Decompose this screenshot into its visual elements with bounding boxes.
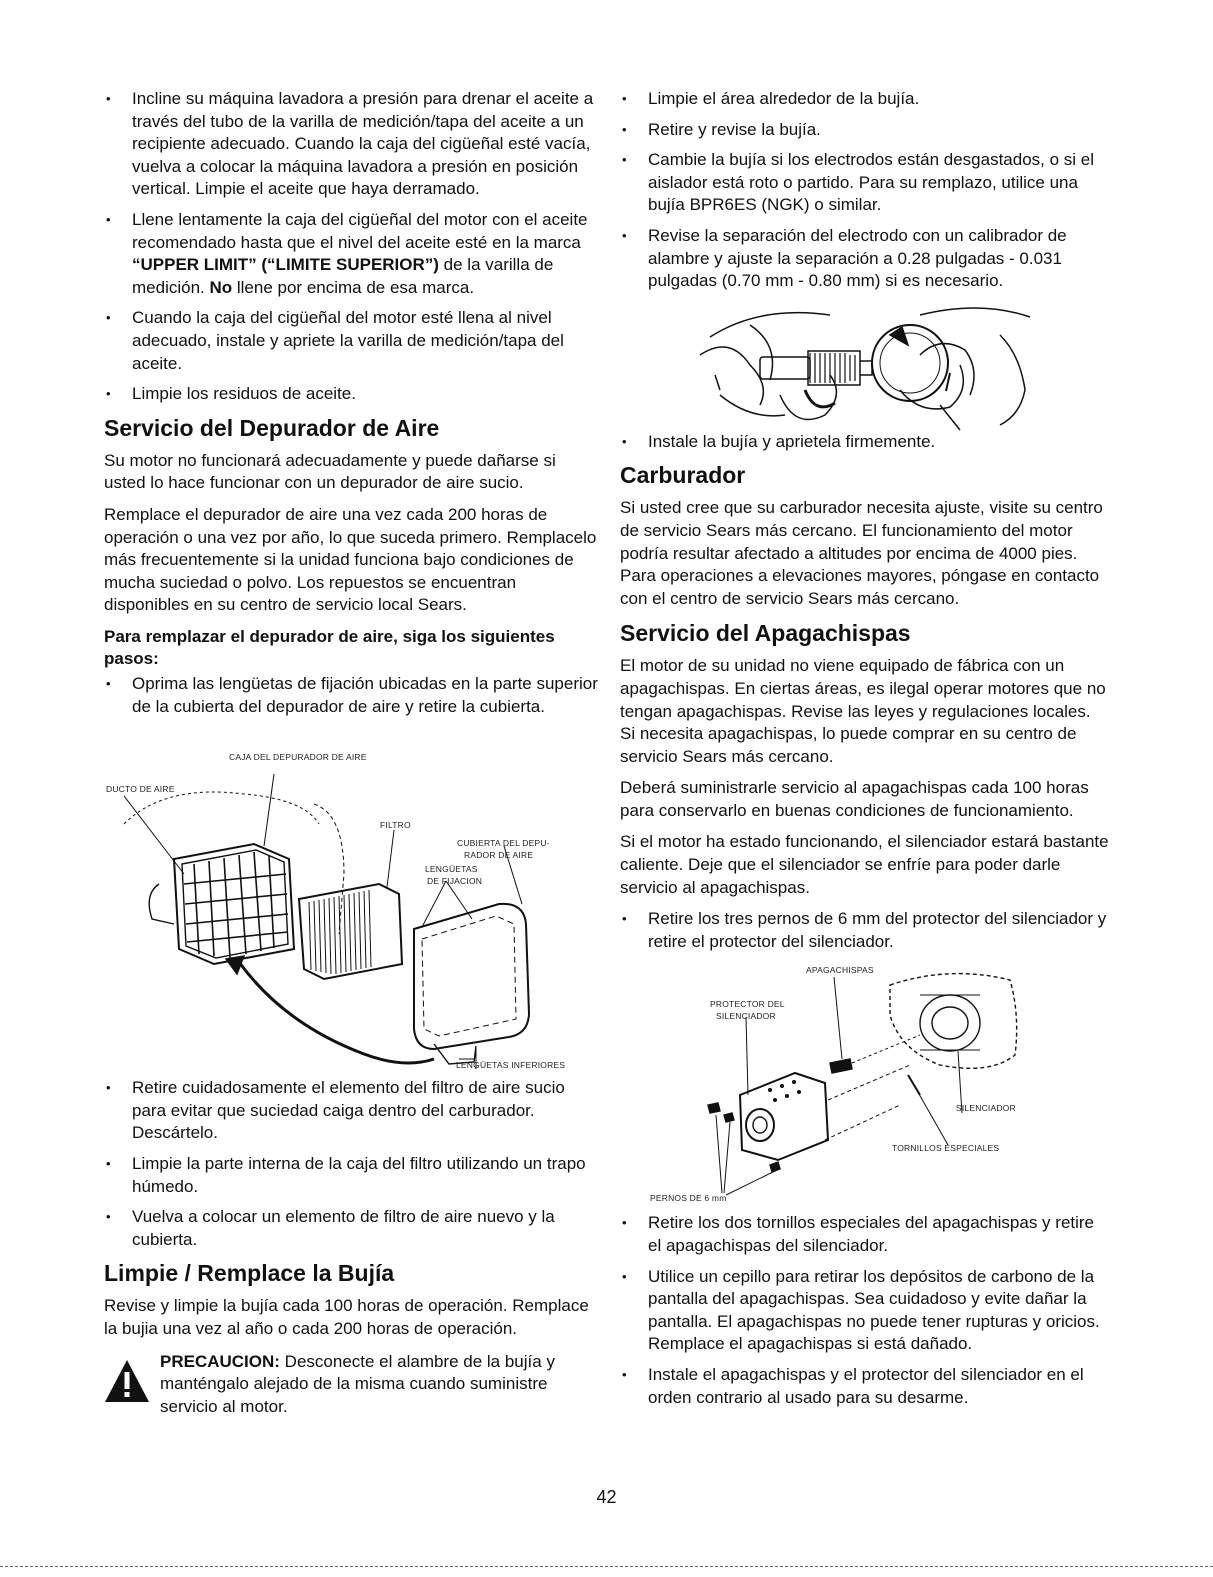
list-item: • Instale la bujía y aprietela firmemente. [620,431,1110,454]
list-item: • Utilice un cepillo para retirar los depósitos de carbono de la pantalla del apagachispas. Sea cuidadoso y evite dañar la pantalla. El apagachispas no puede tener rupturas y oricios. Remplace el apagachispas si está dañado. [620,1266,1110,1356]
warning-triangle-icon [104,1359,150,1410]
list-item: • Retire los dos tornillos especiales del apagachispas y retire el apagachispas del silenciador. [620,1212,1110,1257]
label-pernos-6mm: PERNOS DE 6 mm [650,1193,727,1204]
label-lenguetas-inferiores: LENGÜETAS INFERIORES [456,1060,566,1071]
page-bottom-rule [0,1566,1213,1567]
list-item: • Limpie los residuos de aceite. [104,383,598,406]
air-cleaner-illustration [104,724,598,1069]
oil-steps-list [104,88,598,406]
no-emphasis: No [209,277,233,297]
caution-label: PRECAUCION: [160,1351,280,1371]
list-item: • Vuelva a colocar un elemento de filtro de aire nuevo y la cubierta. [104,1206,598,1251]
list-item: • Limpie el área alrededor de la bujía. [620,88,1110,111]
label-de-fijacion: DE FIJACION [427,876,483,887]
spark-plug-gauge-illustration [620,295,1110,431]
oil-fill-mid: de la varilla de medición. [132,255,554,297]
label-cubierta-1: CUBIERTA DEL DEPU- [457,838,550,849]
caution-text: Desconecte el alambre de la bujía y manténgalo alejado de la misma cuando suministre servicio al motor. [160,1351,555,1416]
label-lenguetas: LENGÜETAS [425,864,478,875]
air-cleaner-steps [104,673,598,718]
list-item: • Oprima las lengüetas de fijación ubicadas en la parte superior de la cubierta del depurador de aire y retire la cubierta. [104,673,598,718]
spark-arrester-intro: El motor de su unidad no viene equipado de fábrica con un apagachispas. En ciertas áreas, es ilegal operar motores que no tengan apagachispas. Revise las leyes y regulaciones locales. Si necesita apagachispas, lo puede comprar en su centro de servicio Sears más cercano. [620,656,1106,766]
carburetor-heading: Carburador [620,462,746,489]
spark-plug-intro: Revise y limpie la bujía cada 100 horas de operación. Remplace la bujia una vez al año o cada 200 horas de operación. [104,1296,589,1338]
carburetor-text: Si usted cree que su carburador necesita ajuste, visite su centro de servicio Sears más cercano. El funcionamiento del motor podría resultar afectado a altitudes por encima de 4000 pies. Para operaciones a elevaciones mayores, póngase en contacto con el centro de servicio Sears más cercano. [620,498,1103,608]
list-item: • Instale el apagachispas y el protector del silenciador en el orden contrario al usado para su desarme. [620,1364,1110,1409]
muffler-illustration [620,955,1110,1200]
spark-arrester-interval: Deberá suministrarle servicio al apagachispas cada 100 horas para conservarlo en buenas condiciones de funcionamiento. [620,778,1089,820]
spark-arrester-steps-more [620,1212,1110,1409]
list-item: • Retire cuidadosamente el elemento del filtro de aire sucio para evitar que suciedad caiga dentro del carburador. Descártelo. [104,1077,598,1145]
upper-limit-mark: “UPPER LIMIT” (“LIMITE SUPERIOR”) [132,255,439,275]
spark-plug-heading: Limpie / Remplace la Bujía [104,1260,395,1287]
air-cleaner-interval: Remplace el depurador de aire una vez cada 200 horas de operación o una vez por año, lo que suceda primero. Remplacelo más frecuentemente si la unidad funciona bajo condiciones de mucha suciedad o polvo. Los repuestos se encuentran disponibles en su centro de servicio local Sears. [104,504,597,615]
label-silenciador: SILENCIADOR [956,1103,1016,1114]
air-cleaner-intro: Su motor no funcionará adecuadamente y puede dañarse si usted lo hace funcionar con un depurador de aire sucio. [104,450,556,493]
list-item: • Retire y revise la bujía. [620,119,1110,142]
list-item: • Incline su máquina lavadora a presión para drenar el aceite a través del tubo de la varilla de medición/tapa del aceite a un recipiente adecuado. Cuando la caja del cigüeñal esté vacía, vuelva a colocar la máquina lavadora a presión en posición vertical. Limpie el aceite que haya derramado. [104,88,598,201]
air-cleaner-steps-more [104,1077,598,1251]
label-protector-del: PROTECTOR DEL [710,999,785,1010]
caution-notice [104,1351,598,1419]
label-cubierta-2: RADOR DE AIRE [464,850,534,861]
air-cleaner-heading: Servicio del Depurador de Aire [104,414,440,441]
air-cleaner-steps-lead: Para remplazar el depurador de aire, siga los siguientes pasos: [104,626,555,669]
left-column [104,88,598,1418]
spark-plug-steps [620,88,1110,293]
list-item: • Cambie la bujía si los electrodos están desgastados, o si el aislador está roto o partido. Para su remplazo, utilice una bujía BPR6ES (NGK) o similar. [620,149,1110,217]
spark-arrester-heading: Servicio del Apagachispas [620,620,911,647]
label-filtro: FILTRO [380,820,411,831]
page-number: 42 [596,1487,617,1507]
list-item: • Cuando la caja del cigüeñal del motor esté llena al nivel adecuado, instale y apriete la varilla de medición/tapa del aceite. [104,307,598,375]
list-item-oil-fill [104,209,598,299]
oil-fill-post: llene por encima de esa marca. [232,277,475,297]
label-apagachispas: APAGACHISPAS [806,965,874,976]
spark-arrester-steps [620,908,1110,953]
list-item: • Retire los tres pernos de 6 mm del protector del silenciador y retire el protector del silenciador. [620,908,1110,953]
label-caja-depurador: CAJA DEL DEPURADOR DE AIRE [229,752,367,763]
air-cleaner-figure [104,724,598,1069]
spark-plug-gap-figure [620,295,1110,431]
label-silenciador-protector: SILENCIADOR [716,1011,776,1022]
oil-fill-pre: Llene lentamente la caja del cigüeñal del motor con el aceite recomendado hasta que el nivel del aceite esté en la marca [132,209,588,252]
muffler-figure [620,955,1110,1204]
right-column [620,88,1110,1417]
label-tornillos-especiales: TORNILLOS ESPECIALES [892,1143,1000,1154]
list-item: • Limpie la parte interna de la caja del filtro utilizando un trapo húmedo. [104,1153,598,1198]
spark-arrester-hot-warning: Si el motor ha estado funcionando, el silenciador estará bastante caliente. Deje que el silenciador se enfríe para poder darle servicio al apagachispas. [620,832,1109,897]
label-ducto-aire: DUCTO DE AIRE [106,784,175,795]
spark-plug-install [620,431,1110,454]
list-item: • Revise la separación del electrodo con un calibrador de alambre y ajuste la separación a 0.28 pulgadas - 0.031 pulgadas (0.70 mm - 0.80 mm) si es necesario. [620,225,1110,293]
